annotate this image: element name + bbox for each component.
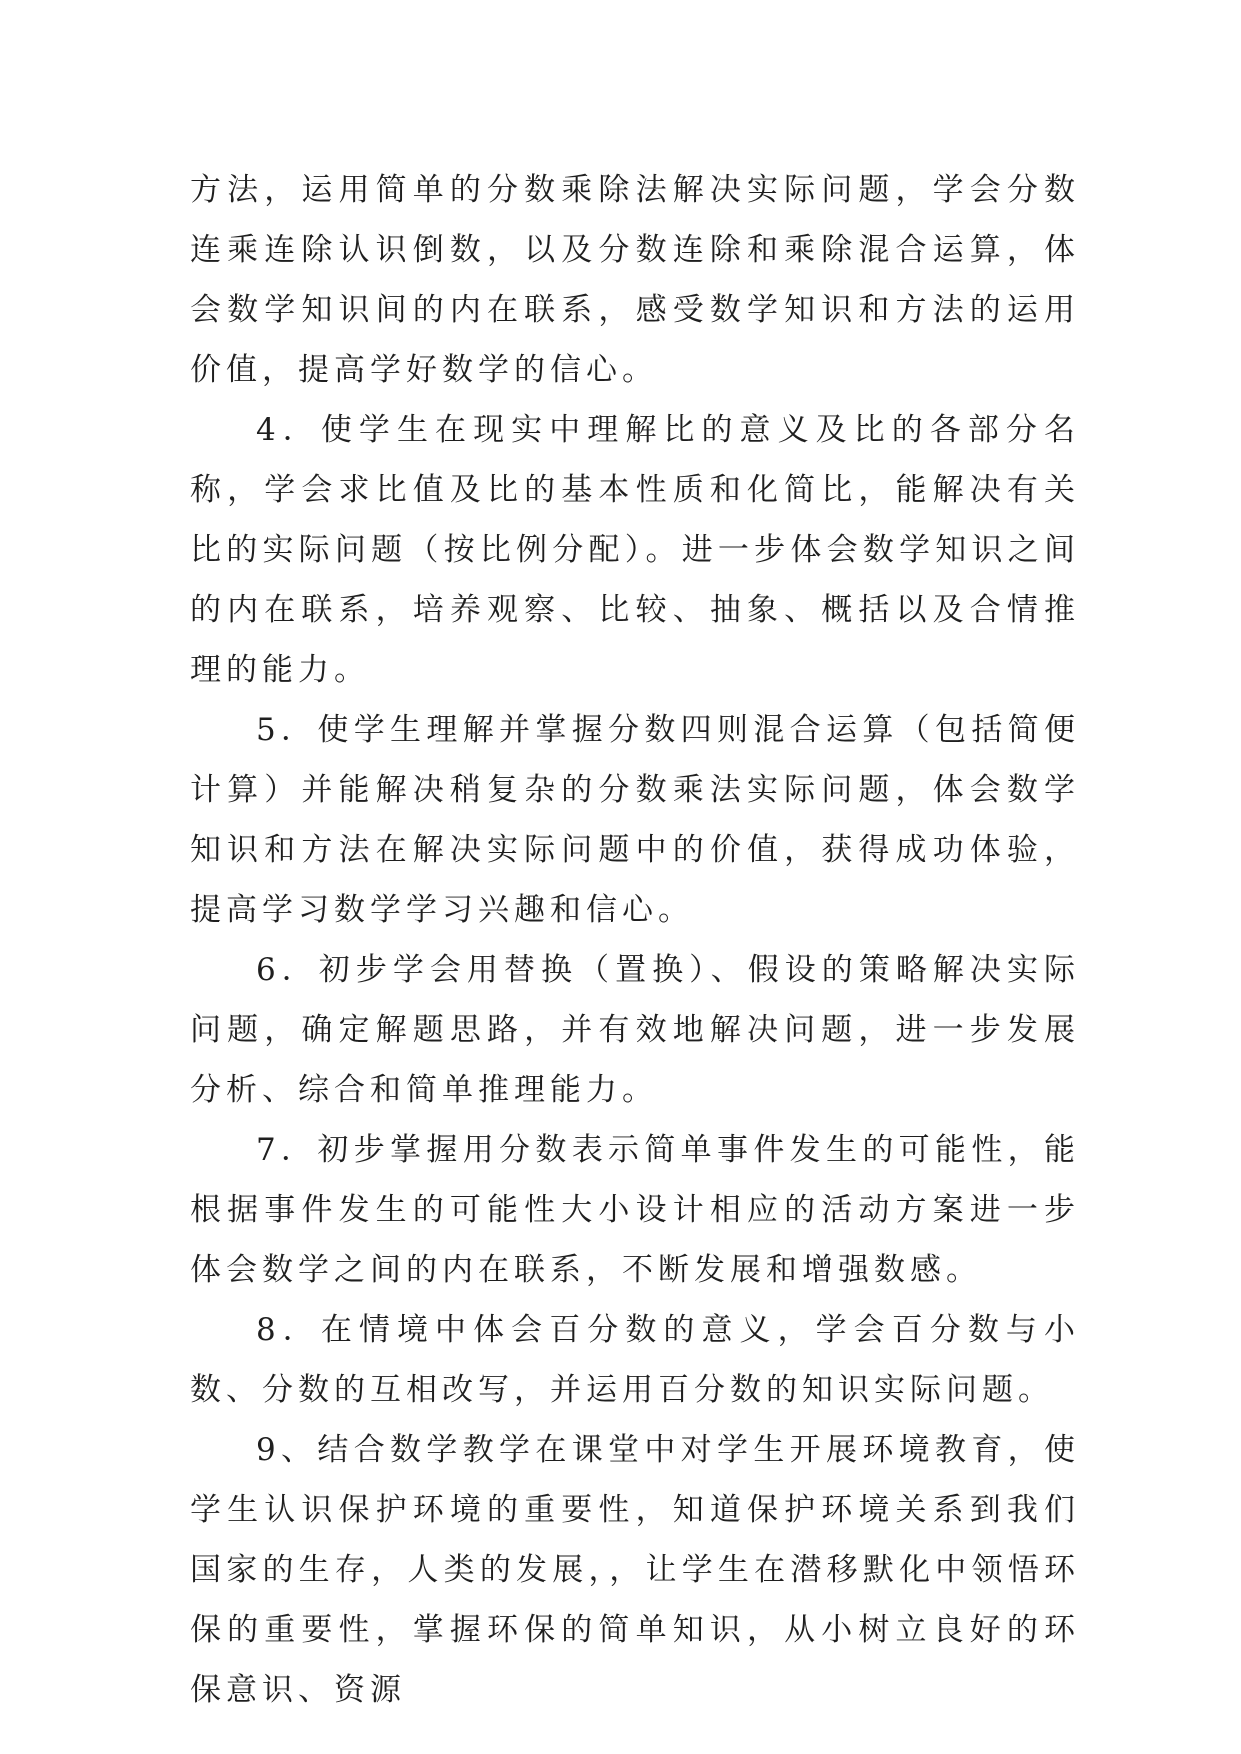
paragraph-item-9: 9、结合数学教学在课堂中对学生开展环境教育，使学生认识保护环境的重要性，知道保护环境关系到我们国家的生存，人类的发展，，让学生在潜移默化中领悟环保的重要性，掌握环保的简单知识，从小树立良好的环保意识、资源: [190, 1432, 1080, 1708]
paragraph-item-8: 8．在情境中体会百分数的意义，学会百分数与小数、分数的互相改写，并运用百分数的知识实际问题。: [190, 1312, 1080, 1408]
body-text: [190, 160, 1080, 1720]
paragraph-item-6: 6．初步学会用替换（置换）、假设的策略解决实际问题，确定解题思路，并有效地解决问题，进一步发展分析、综合和简单推理能力。: [190, 952, 1080, 1108]
paragraph-item-7: 7．初步掌握用分数表示简单事件发生的可能性，能根据事件发生的可能性大小设计相应的活动方案进一步体会数学之间的内在联系，不断发展和增强数感。: [190, 1132, 1080, 1288]
paragraph-item-5: 5．使学生理解并掌握分数四则混合运算（包括简便计算）并能解决稍复杂的分数乘法实际问题，体会数学知识和方法在解决实际问题中的价值，获得成功体验，提高学习数学学习兴趣和信心。: [190, 712, 1080, 928]
paragraph-item-4: 4．使学生在现实中理解比的意义及比的各部分名称，学会求比值及比的基本性质和化简比，能解决有关比的实际问题（按比例分配）。进一步体会数学知识之间的内在联系，培养观察、比较、抽象、概括以及合情推理的能力。: [190, 412, 1080, 688]
paragraph-continuation: 方法，运用简单的分数乘除法解决实际问题，学会分数连乘连除认识倒数，以及分数连除和乘除混合运算，体会数学知识间的内在联系，感受数学知识和方法的运用价值，提高学好数学的信心。: [190, 172, 1080, 388]
